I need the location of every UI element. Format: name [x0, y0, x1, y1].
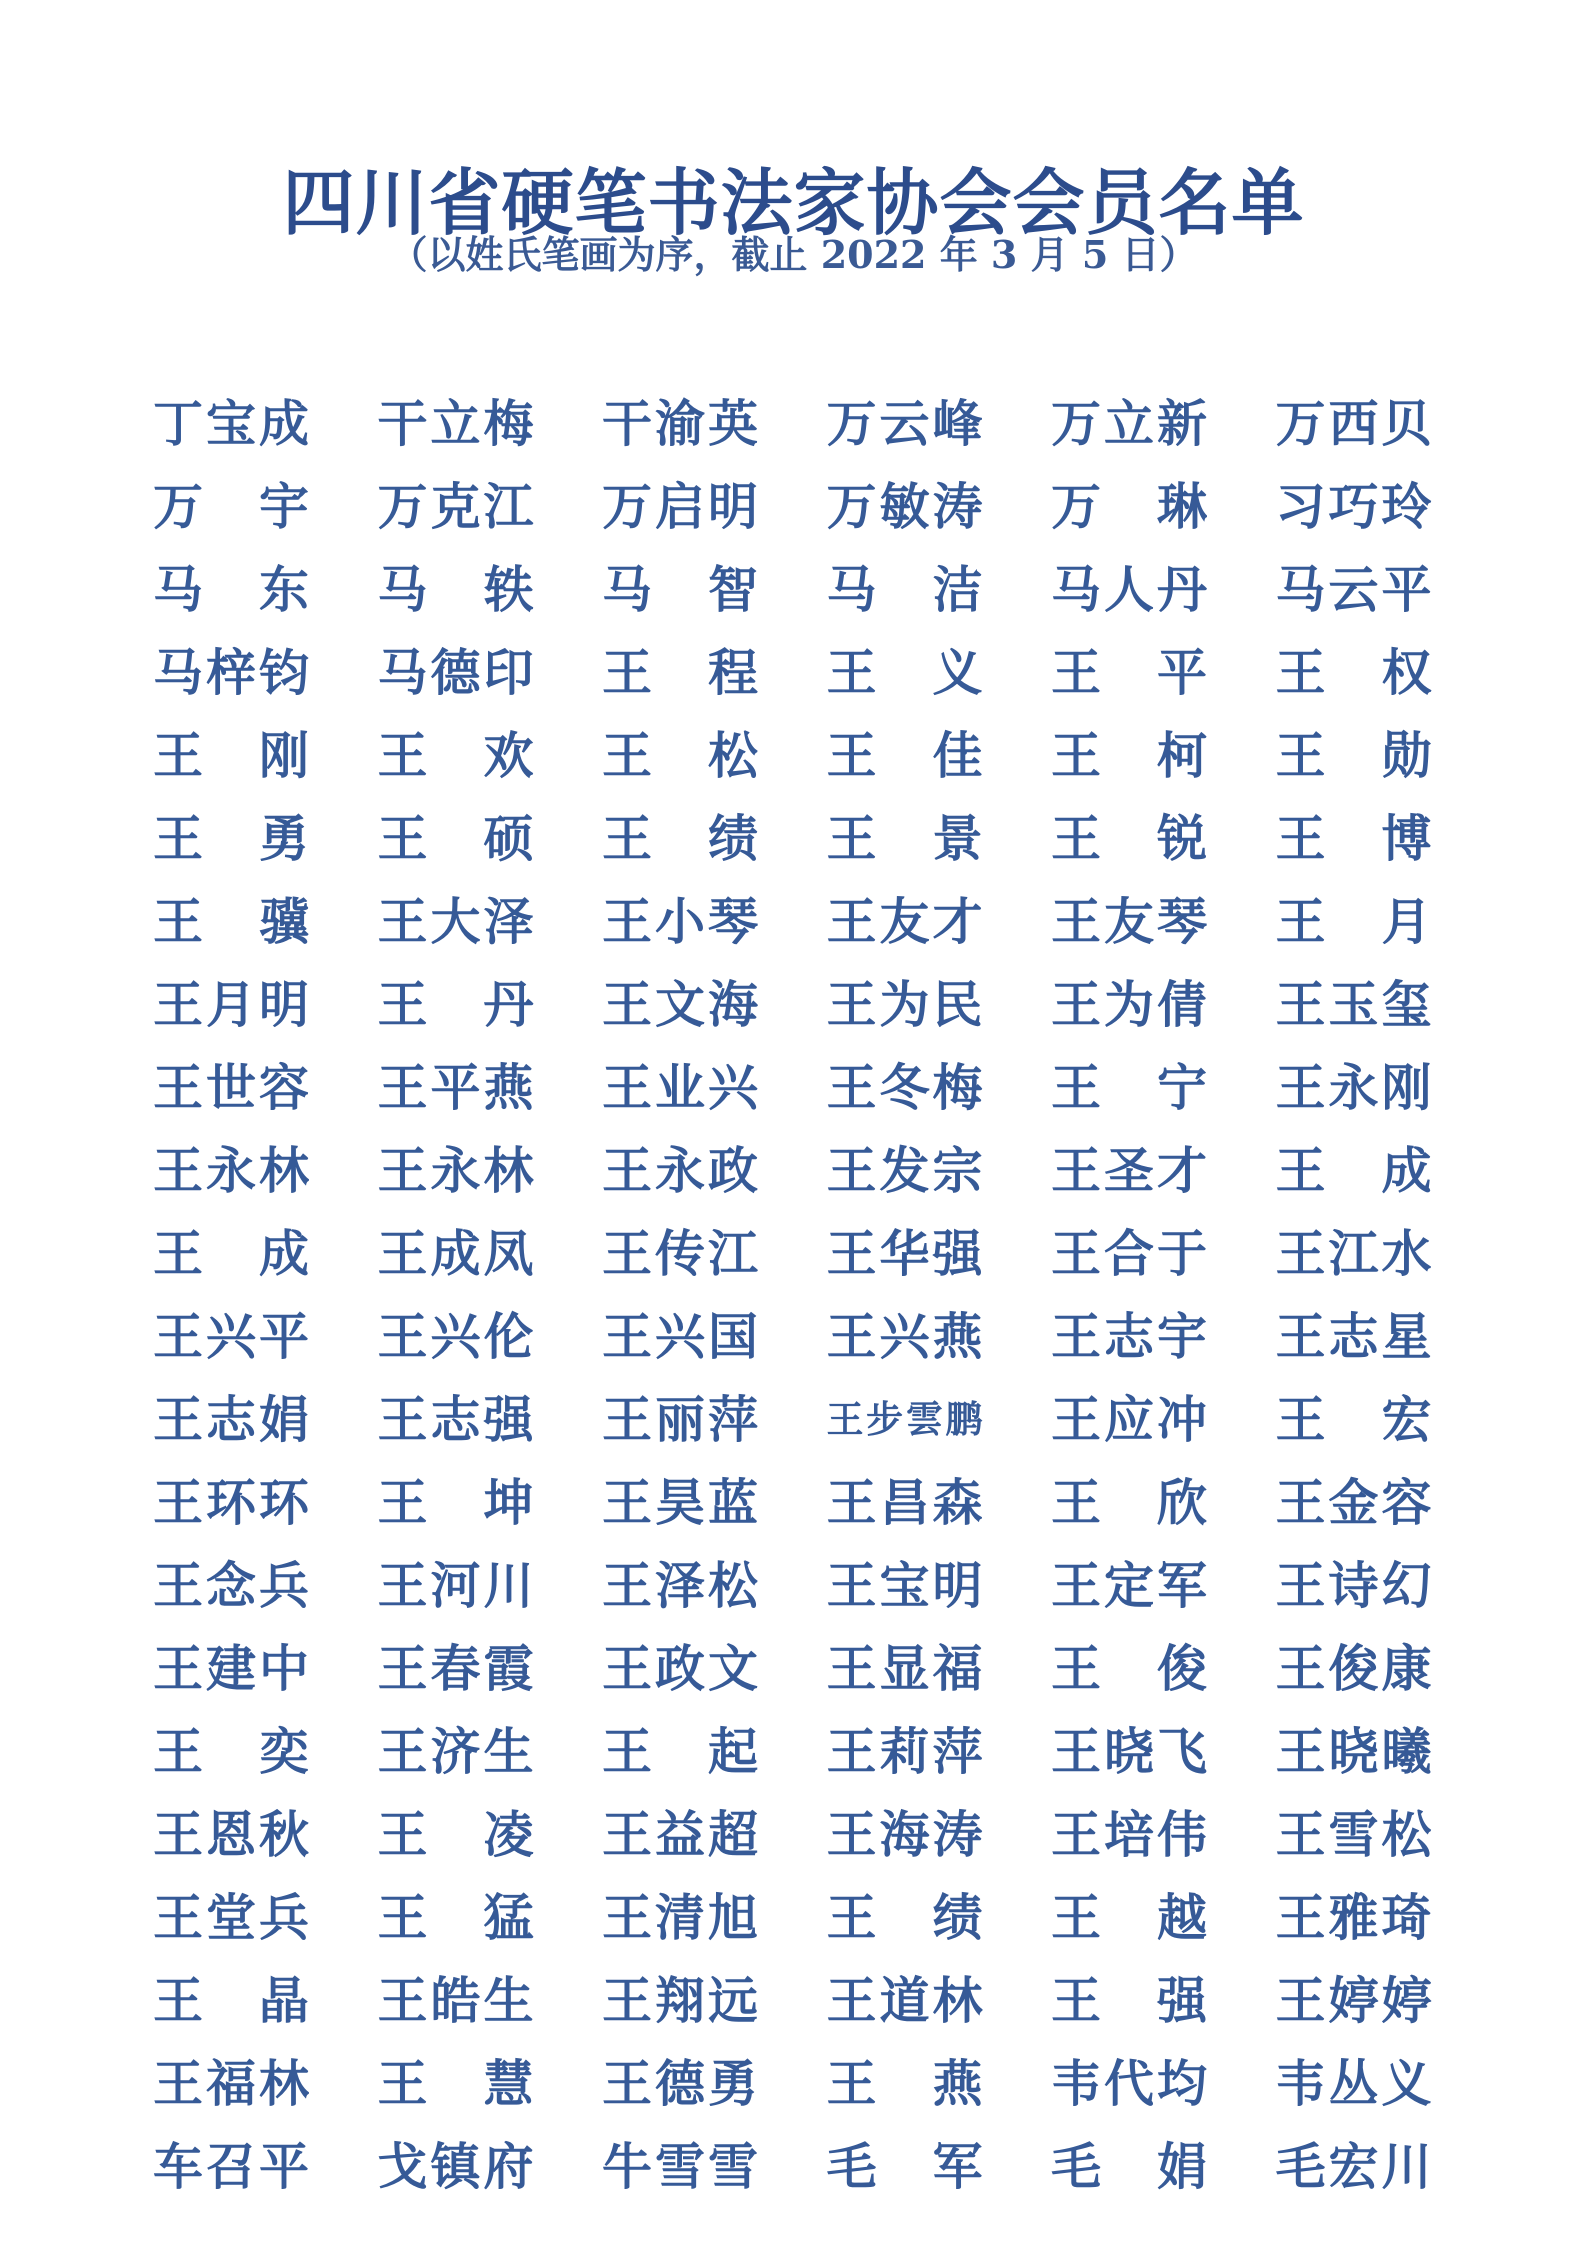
member-name: 毛 娟: [1051, 2137, 1207, 2196]
member-row: [153, 963, 1443, 1046]
member-name: 王永刚: [1275, 1058, 1432, 1117]
member-name: 王 坤: [377, 1473, 534, 1532]
member-name: 王环环: [153, 1473, 309, 1532]
member-name: 王雪松: [1275, 1805, 1432, 1864]
member-name: 王泽松: [602, 1556, 758, 1615]
member-row: [153, 1710, 1443, 1793]
member-name: 马德印: [377, 643, 534, 702]
member-name: 干渝英: [602, 394, 758, 453]
member-row: [153, 1793, 1443, 1876]
member-name: 王 丹: [377, 975, 534, 1034]
member-name: 王传江: [602, 1224, 758, 1283]
member-row: [153, 1959, 1443, 2042]
member-name: 王堂兵: [153, 1888, 309, 1947]
member-name: 王 勇: [153, 809, 309, 868]
member-name: 王福林: [153, 2054, 309, 2113]
member-row: [153, 2042, 1443, 2125]
member-name: 王冬梅: [826, 1058, 983, 1117]
member-name: 王成凤: [377, 1224, 534, 1283]
member-row: [153, 631, 1443, 714]
member-row: [153, 465, 1443, 548]
member-name: 王培伟: [1051, 1805, 1207, 1864]
member-name: 王金容: [1275, 1473, 1432, 1532]
member-name: 王晓曦: [1275, 1722, 1432, 1781]
member-name: 王 强: [1051, 1971, 1207, 2030]
member-name: 王志星: [1275, 1307, 1432, 1366]
member-name: 王玉玺: [1275, 975, 1432, 1034]
member-name: 王海涛: [826, 1805, 983, 1864]
member-name: 王 晶: [153, 1971, 309, 2030]
member-name: 王 猛: [377, 1888, 534, 1947]
member-name: 王小琴: [602, 892, 758, 951]
member-list: [153, 382, 1443, 2208]
member-row: [153, 1295, 1443, 1378]
member-name: 马 智: [602, 560, 758, 619]
member-name: 王 景: [826, 809, 983, 868]
member-row: [153, 1212, 1443, 1295]
member-name: 万克江: [377, 477, 534, 536]
member-name: 王翔远: [602, 1971, 758, 2030]
member-name: 王兴国: [602, 1307, 758, 1366]
member-name: 王 锐: [1051, 809, 1207, 868]
member-row: [153, 2125, 1443, 2208]
member-name: 丁宝成: [153, 394, 309, 453]
member-name: 王兴平: [153, 1307, 309, 1366]
member-name: 马 洁: [826, 560, 983, 619]
member-name: 马 东: [153, 560, 309, 619]
member-name: 王合于: [1051, 1224, 1207, 1283]
member-name: 王 权: [1275, 643, 1432, 702]
document-subtitle: （以姓氏笔画为序，截止 2022 年 3 月 5 日）: [389, 232, 1198, 277]
member-name: 王恩秋: [153, 1805, 309, 1864]
member-name: 马云平: [1275, 560, 1432, 619]
member-name: 王平燕: [377, 1058, 534, 1117]
member-name: 万云峰: [826, 394, 983, 453]
member-name: 王政文: [602, 1639, 758, 1698]
member-name: 王志强: [377, 1390, 534, 1449]
member-row: [153, 548, 1443, 631]
member-name: 王诗幻: [1275, 1556, 1432, 1615]
member-name: 王建中: [153, 1639, 309, 1698]
member-row: [153, 880, 1443, 963]
member-row: [153, 1461, 1443, 1544]
member-name: 王 佳: [826, 726, 983, 785]
member-row: [153, 382, 1443, 465]
member-name: 王定军: [1051, 1556, 1207, 1615]
member-name: 王永林: [153, 1141, 309, 1200]
member-name: 毛 军: [826, 2137, 983, 2196]
member-name: 王永林: [377, 1141, 534, 1200]
member-name: 王莉萍: [826, 1722, 983, 1781]
member-row: [153, 1876, 1443, 1959]
member-name: 干立梅: [377, 394, 534, 453]
member-name: 马 轶: [377, 560, 534, 619]
member-row: [153, 1544, 1443, 1627]
member-name: 王江水: [1275, 1224, 1432, 1283]
member-name: 王友才: [826, 892, 983, 951]
member-name: 王 松: [602, 726, 758, 785]
member-name: 王兴燕: [826, 1307, 983, 1366]
member-name: 王月明: [153, 975, 309, 1034]
member-name: 王友琴: [1051, 892, 1207, 951]
member-name: 王 绩: [826, 1888, 983, 1947]
member-name: 王 勋: [1275, 726, 1432, 785]
member-name: 王志娟: [153, 1390, 309, 1449]
member-name: 王 成: [153, 1224, 309, 1283]
member-name: 王雅琦: [1275, 1888, 1432, 1947]
member-name: 万启明: [602, 477, 758, 536]
member-row: [153, 1378, 1443, 1461]
member-name: 戈镇府: [377, 2137, 534, 2196]
member-name: 王丽萍: [602, 1390, 758, 1449]
member-name: 王兴伦: [377, 1307, 534, 1366]
member-row: [153, 1627, 1443, 1710]
member-name: 王俊康: [1275, 1639, 1432, 1698]
member-name: 王 燕: [826, 2054, 983, 2113]
member-name: 王春霞: [377, 1639, 534, 1698]
member-name: 王河川: [377, 1556, 534, 1615]
member-name: 王念兵: [153, 1556, 309, 1615]
member-name: 王 博: [1275, 809, 1432, 868]
member-name: 王 柯: [1051, 726, 1207, 785]
member-name: 王 宏: [1275, 1390, 1432, 1449]
member-name: 王 慧: [377, 2054, 534, 2113]
member-name: 王显福: [826, 1639, 983, 1698]
member-name: 王步雲鹏: [826, 1397, 983, 1441]
member-name: 王大泽: [377, 892, 534, 951]
member-name: 万 琳: [1051, 477, 1207, 536]
member-row: [153, 1129, 1443, 1212]
member-name: 韦代均: [1051, 2054, 1207, 2113]
member-name: 韦丛义: [1275, 2054, 1432, 2113]
member-name: 王德勇: [602, 2054, 758, 2113]
member-name: 王 骥: [153, 892, 309, 951]
member-name: 王为倩: [1051, 975, 1207, 1034]
member-name: 王 月: [1275, 892, 1432, 951]
member-name: 王 越: [1051, 1888, 1207, 1947]
member-name: 王昌森: [826, 1473, 983, 1532]
member-name: 王宝明: [826, 1556, 983, 1615]
member-name: 王 程: [602, 643, 758, 702]
member-name: 王 起: [602, 1722, 758, 1781]
member-name: 王清旭: [602, 1888, 758, 1947]
member-name: 王应冲: [1051, 1390, 1207, 1449]
member-name: 王业兴: [602, 1058, 758, 1117]
member-name: 王为民: [826, 975, 983, 1034]
member-name: 王 成: [1275, 1141, 1432, 1200]
member-name: 王 奕: [153, 1722, 309, 1781]
member-name: 万立新: [1051, 394, 1207, 453]
member-name: 王华强: [826, 1224, 983, 1283]
member-name: 王 凌: [377, 1805, 534, 1864]
member-name: 马人丹: [1051, 560, 1207, 619]
member-name: 王 欣: [1051, 1473, 1207, 1532]
member-name: 王 绩: [602, 809, 758, 868]
member-name: 王 刚: [153, 726, 309, 785]
member-name: 王发宗: [826, 1141, 983, 1200]
member-name: 王益超: [602, 1805, 758, 1864]
member-name: 王 俊: [1051, 1639, 1207, 1698]
member-name: 王济生: [377, 1722, 534, 1781]
member-row: [153, 1046, 1443, 1129]
document-title: 四川省硬笔书法家协会会员名单: [282, 161, 1305, 246]
member-name: 毛宏川: [1275, 2137, 1432, 2196]
member-name: 马梓钧: [153, 643, 309, 702]
member-name: 王 欢: [377, 726, 534, 785]
member-name: 王志宇: [1051, 1307, 1207, 1366]
member-name: 万敏涛: [826, 477, 983, 536]
member-row: [153, 797, 1443, 880]
member-name: 王晓飞: [1051, 1722, 1207, 1781]
member-name: 万西贝: [1275, 394, 1432, 453]
member-name: 王皓生: [377, 1971, 534, 2030]
member-name: 牛雪雪: [602, 2137, 758, 2196]
member-name: 王圣才: [1051, 1141, 1207, 1200]
member-name: 王婷婷: [1275, 1971, 1432, 2030]
member-name: 王昊蓝: [602, 1473, 758, 1532]
member-name: 王永政: [602, 1141, 758, 1200]
member-name: 王道林: [826, 1971, 983, 2030]
member-name: 王 宁: [1051, 1058, 1207, 1117]
member-name: 王文海: [602, 975, 758, 1034]
member-name: 王 平: [1051, 643, 1207, 702]
member-row: [153, 714, 1443, 797]
member-name: 车召平: [153, 2137, 309, 2196]
member-name: 王 义: [826, 643, 983, 702]
member-name: 王世容: [153, 1058, 309, 1117]
member-name: 王 硕: [377, 809, 534, 868]
member-name: 习巧玲: [1275, 477, 1432, 536]
member-name: 万 宇: [153, 477, 309, 536]
